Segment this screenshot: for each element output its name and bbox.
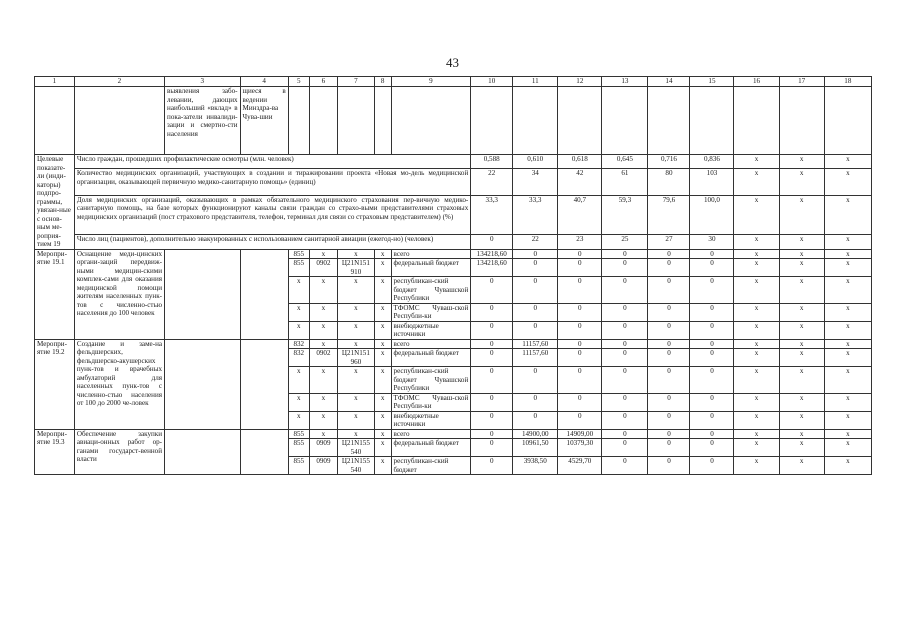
target-value: 79,6 [648,195,690,234]
code-cell: 0902 [309,349,337,367]
funding-value: 0 [690,439,734,457]
funding-source: внебюджетные источники [391,321,471,339]
column-number: 13 [602,77,648,87]
funding-value: 0 [690,249,734,259]
program-table [34,76,872,475]
funding-value: 0 [690,259,734,277]
empty-cell [240,249,288,339]
column-number: 3 [165,77,241,87]
funding-value: 0 [602,303,648,321]
funding-value: 0 [602,411,648,429]
target-value: 33,3 [471,195,513,234]
funding-value: x [734,367,779,394]
empty-cell [374,87,391,155]
funding-value: 0 [558,303,602,321]
funding-value: 0 [471,411,513,429]
empty-cell [288,87,309,155]
funding-value: 0 [471,339,513,349]
code-cell: x [374,249,391,259]
funding-source: ТФОМС Чуваш-ской Республи-ки [391,303,471,321]
funding-value: x [734,411,779,429]
code-cell: x [338,429,375,439]
target-value: 42 [558,169,602,196]
target-value: 22 [513,235,558,249]
target-name: Число граждан, прошедших профилактические осмотры (млн. человек) [74,155,470,169]
funding-value: 0 [602,339,648,349]
funding-value: 0 [471,429,513,439]
code-cell: x [374,321,391,339]
target-name: Число лиц (пациентов), дополнительно эвакуированных с использованием санитарной авиации (ежегод-но) (человек) [74,235,470,249]
target-value: 34 [513,169,558,196]
funding-value: 0 [648,429,690,439]
funding-source: всего [391,339,471,349]
funding-value: 134218,60 [471,259,513,277]
column-number: 17 [779,77,824,87]
funding-value: 0 [471,457,513,475]
measure-row [35,429,872,439]
funding-value: x [779,277,824,304]
funding-value: 0 [602,321,648,339]
code-cell: x [374,303,391,321]
target-value: 100,0 [690,195,734,234]
column-number: 16 [734,77,779,87]
funding-value: 0 [648,259,690,277]
target-value: x [824,195,871,234]
code-cell: x [374,259,391,277]
empty-cell [779,87,824,155]
column-number: 1 [35,77,75,87]
funding-source: всего [391,429,471,439]
funding-value: 0 [558,259,602,277]
column-number: 9 [391,77,471,87]
funding-value: 0 [648,411,690,429]
funding-value: x [734,259,779,277]
target-value: 59,3 [602,195,648,234]
code-cell: x [338,393,375,411]
measure-name: Оснащение меди-цинских органи-заций передвиж-ными медицин-скими комплек-сами для оказания медицинской помощи жителям населенных пунк-тов с численно-стью населения до 100 человек [74,249,164,339]
target-value: 25 [602,235,648,249]
targets-label: Целевые показате-ли (инди-каторы) подпро-граммы, увязан-ные с основ-ным ме-роприя-тием 19 [35,155,75,250]
empty-cell [338,87,375,155]
funding-source: ТФОМС Чуваш-ской Республи-ки [391,393,471,411]
code-cell: x [338,249,375,259]
target-value: 0,618 [558,155,602,169]
measure-row [35,339,872,349]
funding-value: 0 [690,339,734,349]
target-value: x [779,195,824,234]
code-cell: x [374,429,391,439]
code-cell: x [338,339,375,349]
column-number: 7 [338,77,375,87]
code-cell: x [338,367,375,394]
target-value: 0 [471,235,513,249]
target-value: x [824,169,871,196]
empty-cell [35,87,75,155]
code-cell: Ц21N151 960 [338,349,375,367]
funding-value: 11157,60 [513,339,558,349]
funding-value: 0 [648,277,690,304]
code-cell: x [288,277,309,304]
funding-value: 0 [602,393,648,411]
column-number: 18 [824,77,871,87]
header-row [35,77,872,87]
target-value: x [824,235,871,249]
funding-value: x [824,259,871,277]
target-value: x [734,195,779,234]
funding-value: x [734,429,779,439]
code-cell: 855 [288,457,309,475]
empty-cell [309,87,337,155]
code-cell: x [288,367,309,394]
funding-value: 0 [513,393,558,411]
funding-source: всего [391,249,471,259]
funding-value: x [779,249,824,259]
funding-value: 0 [690,411,734,429]
funding-value: 0 [690,367,734,394]
funding-value: 4529,70 [558,457,602,475]
column-number: 10 [471,77,513,87]
target-value: 0,716 [648,155,690,169]
target-value: 27 [648,235,690,249]
measure-row [35,249,872,259]
funding-value: 10961,50 [513,439,558,457]
funding-value: x [734,277,779,304]
column-number: 11 [513,77,558,87]
funding-value: x [779,429,824,439]
code-cell: 0909 [309,439,337,457]
funding-value: x [824,339,871,349]
funding-value: x [824,393,871,411]
funding-source: внебюджетные источники [391,411,471,429]
empty-cell [240,339,288,429]
funding-value: 0 [558,393,602,411]
code-cell: x [309,393,337,411]
target-value: 80 [648,169,690,196]
funding-value: 0 [471,277,513,304]
measure-label: Меропри-ятие 19.1 [35,249,75,339]
code-cell: 0909 [309,457,337,475]
funding-value: x [824,429,871,439]
funding-value: 0 [690,277,734,304]
funding-value: 14909,00 [558,429,602,439]
funding-value: 0 [690,321,734,339]
funding-value: 0 [513,259,558,277]
funding-value: x [779,393,824,411]
code-cell: x [338,411,375,429]
code-cell: x [288,411,309,429]
funding-value: x [779,349,824,367]
target-row [35,169,872,196]
funding-value: 0 [690,457,734,475]
funding-value: x [734,457,779,475]
code-cell: x [309,249,337,259]
table-body [35,77,872,475]
funding-value: 10379,30 [558,439,602,457]
measure-name: Создание и заме-на фельдшерских, фельдшерско-акушерских пунк-тов и врачебных амбулаторий для населенных пунк-тов с численно-стью населения от 100 до 2000 че-ловек [74,339,164,429]
empty-cell [391,87,471,155]
funding-value: 0 [602,367,648,394]
column-number: 4 [240,77,288,87]
funding-value: x [824,277,871,304]
funding-value: x [779,439,824,457]
measure-label: Меропри-ятие 19.3 [35,429,75,475]
funding-value: 0 [471,349,513,367]
funding-value: 0 [648,439,690,457]
funding-value: x [779,411,824,429]
funding-value: 0 [558,277,602,304]
funding-value: 0 [471,439,513,457]
funding-source: республикан-ский бюджет Чувашской Республики [391,277,471,304]
code-cell: x [309,277,337,304]
target-value: 33,3 [513,195,558,234]
target-value: x [824,155,871,169]
funding-source: федеральный бюджет [391,349,471,367]
funding-value: 0 [602,259,648,277]
target-value: x [779,235,824,249]
target-value: 0,588 [471,155,513,169]
target-value: x [779,169,824,196]
funding-value: 0 [471,367,513,394]
funding-value: 0 [648,367,690,394]
empty-cell [602,87,648,155]
funding-value: x [824,321,871,339]
code-cell: x [309,429,337,439]
continued-text: выявления забо-левании, дающих наибольший «вклад» в пока-затели инвалиди-зации и смертно-сти населения [165,87,241,155]
code-cell: x [309,367,337,394]
empty-cell [513,87,558,155]
code-cell: 855 [288,249,309,259]
code-cell: x [309,303,337,321]
funding-value: x [824,439,871,457]
code-cell: 855 [288,439,309,457]
funding-source: республикан-ский бюджет [391,457,471,475]
code-cell: 0902 [309,259,337,277]
funding-value: 0 [648,303,690,321]
funding-value: x [734,393,779,411]
code-cell: Ц21N151 910 [338,259,375,277]
funding-value: x [779,259,824,277]
funding-value: 0 [558,367,602,394]
code-cell: x [374,367,391,394]
code-cell: Ц21N155 540 [338,439,375,457]
funding-value: x [824,457,871,475]
target-name: Доля медицинских организаций, оказывающих в рамках обязательного медицинского страхования пер-вичную медико-санитарную помощь, на базе которых функционируют каналы связи граждан со страхо-выми представителями страховых медицинских организаций (пост страхового представителя, телефон, терминал для связи со страховым представителем) (%) [74,195,470,234]
empty-cell [558,87,602,155]
empty-cell [165,429,241,475]
funding-value: 0 [690,429,734,439]
code-cell: x [309,321,337,339]
code-cell: 832 [288,339,309,349]
funding-value: 0 [471,303,513,321]
target-row [35,235,872,249]
funding-value: 11157,60 [513,349,558,367]
page-number: 43 [446,55,459,70]
continuation-row [35,87,872,155]
target-row [35,155,872,169]
empty-cell [74,87,164,155]
funding-value: x [734,339,779,349]
funding-value: 0 [602,429,648,439]
funding-value: x [734,349,779,367]
funding-value: 0 [690,393,734,411]
funding-source: федеральный бюджет [391,259,471,277]
funding-value: 0 [471,321,513,339]
target-value: 0,610 [513,155,558,169]
target-value: 40,7 [558,195,602,234]
funding-value: x [824,349,871,367]
target-value: 23 [558,235,602,249]
code-cell: x [338,321,375,339]
funding-value: x [779,457,824,475]
continued-text: щиеся в ведении Минздра-ва Чува-шии [240,87,288,155]
funding-value: 0 [558,321,602,339]
target-name: Количество медицинских организаций, участвующих в создании и тиражировании проекта «Новая мо-дель медицинской организации, оказывающей первичную медико-санитарную помощь» (единиц) [74,169,470,196]
funding-value: 3938,50 [513,457,558,475]
funding-value: 0 [602,457,648,475]
column-number: 14 [648,77,690,87]
funding-value: 0 [648,249,690,259]
funding-value: 0 [690,349,734,367]
code-cell: x [374,393,391,411]
column-number: 8 [374,77,391,87]
funding-value: 0 [690,303,734,321]
funding-value: 0 [602,277,648,304]
funding-value: 134218,60 [471,249,513,259]
funding-value: 0 [648,393,690,411]
funding-value: x [779,303,824,321]
funding-source: республикан-ский бюджет Чувашской Республики [391,367,471,394]
target-value: x [734,169,779,196]
empty-cell [240,429,288,475]
funding-value: 0 [513,277,558,304]
code-cell: 855 [288,429,309,439]
code-cell: x [288,393,309,411]
funding-value: 0 [513,411,558,429]
column-number: 2 [74,77,164,87]
funding-value: x [779,321,824,339]
column-number: 5 [288,77,309,87]
empty-cell [648,87,690,155]
funding-value: 0 [558,349,602,367]
target-value: 0,645 [602,155,648,169]
column-number: 12 [558,77,602,87]
column-number: 15 [690,77,734,87]
funding-value: 0 [513,367,558,394]
measure-label: Меропри-ятие 19.2 [35,339,75,429]
code-cell: x [374,457,391,475]
funding-value: 0 [558,249,602,259]
funding-value: x [734,439,779,457]
funding-value: 0 [471,393,513,411]
funding-value: x [779,367,824,394]
code-cell: x [374,411,391,429]
code-cell: x [374,277,391,304]
funding-value: 0 [602,249,648,259]
code-cell: x [288,303,309,321]
funding-value: x [734,321,779,339]
code-cell: 855 [288,259,309,277]
code-cell: 832 [288,349,309,367]
funding-value: 0 [513,321,558,339]
empty-cell [471,87,513,155]
empty-cell [734,87,779,155]
code-cell: x [374,439,391,457]
target-value: 22 [471,169,513,196]
empty-cell [165,249,241,339]
funding-value: 0 [648,339,690,349]
target-row [35,195,872,234]
funding-value: 0 [648,349,690,367]
funding-value: x [779,339,824,349]
code-cell: x [309,339,337,349]
funding-value: x [824,249,871,259]
funding-value: x [734,249,779,259]
measure-name: Обеспечение закупки авиаци-онных работ ор-ганами государст-венной власти [74,429,164,475]
target-value: 30 [690,235,734,249]
funding-value: x [824,367,871,394]
funding-value: 14900,00 [513,429,558,439]
code-cell: x [374,349,391,367]
funding-value: 0 [558,411,602,429]
target-value: x [734,235,779,249]
target-value: x [779,155,824,169]
target-value: 0,836 [690,155,734,169]
target-value: x [734,155,779,169]
code-cell: x [338,277,375,304]
code-cell: x [309,411,337,429]
code-cell: x [288,321,309,339]
funding-value: 0 [648,457,690,475]
column-number: 6 [309,77,337,87]
code-cell: x [338,303,375,321]
empty-cell [690,87,734,155]
target-value: 103 [690,169,734,196]
funding-value: 0 [648,321,690,339]
funding-source: федеральный бюджет [391,439,471,457]
empty-cell [824,87,871,155]
funding-value: 0 [513,249,558,259]
funding-value: 0 [602,349,648,367]
funding-value: x [734,303,779,321]
funding-value: 0 [513,303,558,321]
target-value: 61 [602,169,648,196]
funding-value: x [824,303,871,321]
funding-value: x [824,411,871,429]
code-cell: x [374,339,391,349]
funding-value: 0 [558,339,602,349]
funding-value: 0 [602,439,648,457]
code-cell: Ц21N155 540 [338,457,375,475]
empty-cell [165,339,241,429]
